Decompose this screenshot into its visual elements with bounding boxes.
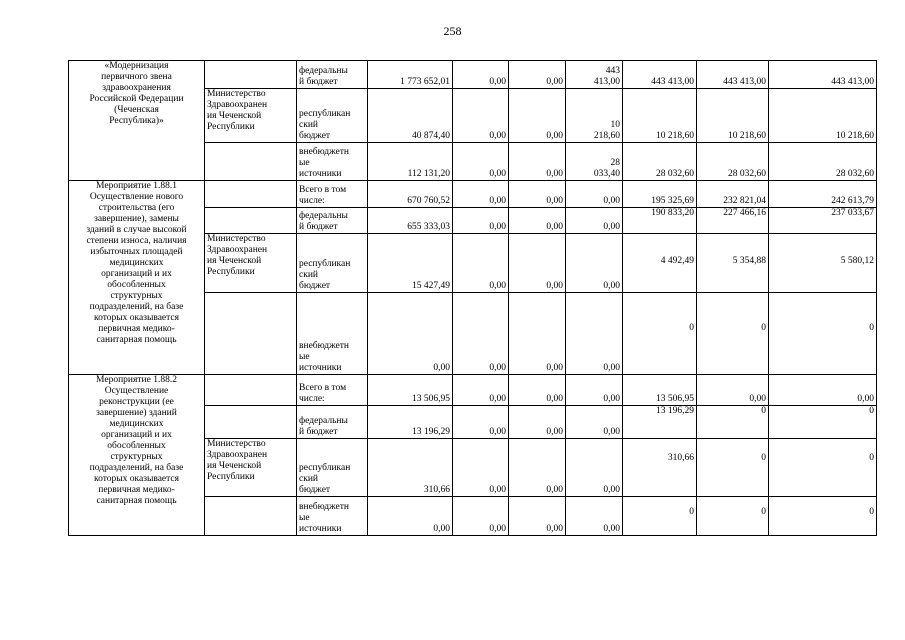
funding-source-cell: федеральны й бюджет <box>297 208 368 234</box>
value-total-cell: 670 760,52 <box>368 181 453 208</box>
value-cell: 0,00 <box>566 439 623 497</box>
funding-source-cell: внебюджетн ые источники <box>297 293 368 375</box>
value-cell: 5 580,12 <box>769 234 877 293</box>
table-row <box>69 181 877 208</box>
executor-cell-empty <box>205 406 297 439</box>
value-cell: 0,00 <box>509 208 566 234</box>
value-cell: 443 413,00 <box>623 61 697 89</box>
value-total-cell: 40 874,40 <box>368 89 453 143</box>
value-cell: 5 354,88 <box>697 234 769 293</box>
value-cell: 0,00 <box>566 375 623 406</box>
value-total-cell: 15 427,49 <box>368 234 453 293</box>
value-cell: 0 <box>697 439 769 497</box>
value-cell: 0 <box>769 439 877 497</box>
funding-source-cell: внебюджетн ые источники <box>297 497 368 536</box>
value-cell: 10 218,60 <box>566 89 623 143</box>
value-cell: 0 <box>623 293 697 375</box>
value-cell: 310,66 <box>623 439 697 497</box>
value-cell: 227 466,16 <box>697 208 769 234</box>
value-total-cell: 0,00 <box>368 293 453 375</box>
funding-source-cell: федеральны й бюджет <box>297 406 368 439</box>
value-cell: 0,00 <box>453 439 509 497</box>
value-cell: 0 <box>697 406 769 439</box>
value-cell: 13 196,29 <box>623 406 697 439</box>
value-total-cell: 13 196,29 <box>368 406 453 439</box>
measure-name-cell: Мероприятие 1.88.2 Осуществление реконструкции (ее завершение) зданий медицинских организаций и их обособленных структурных подразделений, на базе которых оказывается первичная медико- санитарная помощь <box>69 375 205 536</box>
value-cell: 443 413,00 <box>697 61 769 89</box>
value-total-cell: 655 333,03 <box>368 208 453 234</box>
page-number: 258 <box>443 24 462 38</box>
value-cell: 242 613,79 <box>769 181 877 208</box>
funding-source-cell: Всего в том числе: <box>297 375 368 406</box>
funding-source-cell: республикан ский бюджет <box>297 439 368 497</box>
value-cell: 443 413,00 <box>566 61 623 89</box>
value-cell: 0,00 <box>566 406 623 439</box>
value-cell: 0,00 <box>697 375 769 406</box>
value-cell: 10 218,60 <box>623 89 697 143</box>
table-row <box>69 61 877 89</box>
measure-name-cell: Мероприятие 1.88.1 Осуществление нового строительства (его завершение), замены зданий в случае высокой степени износа, наличия избыточных площадей медицинских организаций и их обособленных структурных подразделений, на базе которых оказывается первичная медико- санитарная помощь <box>69 181 205 375</box>
value-cell: 0,00 <box>566 181 623 208</box>
value-cell: 0,00 <box>509 61 566 89</box>
executor-cell-empty <box>205 181 297 208</box>
value-cell: 10 218,60 <box>769 89 877 143</box>
value-cell: 0,00 <box>566 208 623 234</box>
value-cell: 0,00 <box>453 293 509 375</box>
value-cell: 232 821,04 <box>697 181 769 208</box>
value-cell: 0,00 <box>453 61 509 89</box>
value-cell: 195 325,69 <box>623 181 697 208</box>
value-cell: 0,00 <box>453 234 509 293</box>
measure-name-cell: «Модернизация первичного звена здравоохранения Российской Федерации (Чеченская Республика)» <box>69 61 205 181</box>
executor-cell: Министерство Здравоохранен ия Чеченской Республики <box>205 234 297 293</box>
value-cell: 0 <box>697 497 769 536</box>
value-cell: 0,00 <box>509 143 566 181</box>
value-cell: 10 218,60 <box>697 89 769 143</box>
table-row <box>69 375 877 406</box>
value-total-cell: 1 773 652,01 <box>368 61 453 89</box>
value-cell: 0 <box>623 497 697 536</box>
funding-source-cell: республикан ский бюджет <box>297 89 368 143</box>
executor-cell-empty <box>205 143 297 181</box>
value-cell: 0 <box>769 293 877 375</box>
budget-table <box>68 60 877 536</box>
value-cell: 0,00 <box>509 234 566 293</box>
value-cell: 28 032,60 <box>769 143 877 181</box>
executor-cell-empty <box>205 61 297 89</box>
funding-source-cell: внебюджетн ые источники <box>297 143 368 181</box>
value-cell: 0,00 <box>566 497 623 536</box>
value-cell: 0,00 <box>509 375 566 406</box>
executor-cell-empty <box>205 293 297 375</box>
value-cell: 0,00 <box>566 293 623 375</box>
value-cell: 237 033,67 <box>769 208 877 234</box>
value-cell: 13 506,95 <box>623 375 697 406</box>
value-cell: 0,00 <box>453 406 509 439</box>
value-cell: 0,00 <box>566 234 623 293</box>
value-cell: 0,00 <box>509 181 566 208</box>
value-cell: 0,00 <box>453 375 509 406</box>
value-cell: 190 833,20 <box>623 208 697 234</box>
value-total-cell: 112 131,20 <box>368 143 453 181</box>
executor-cell-empty <box>205 208 297 234</box>
funding-source-cell: республикан ский бюджет <box>297 234 368 293</box>
value-total-cell: 0,00 <box>368 497 453 536</box>
value-cell: 0 <box>697 293 769 375</box>
value-cell: 0,00 <box>509 497 566 536</box>
value-cell: 0,00 <box>509 293 566 375</box>
value-total-cell: 310,66 <box>368 439 453 497</box>
value-cell: 0,00 <box>453 208 509 234</box>
value-cell: 28 033,40 <box>566 143 623 181</box>
value-cell: 0,00 <box>769 375 877 406</box>
executor-cell: Министерство Здравоохранен ия Чеченской Республики <box>205 89 297 143</box>
value-cell: 0 <box>769 406 877 439</box>
value-cell: 0,00 <box>509 439 566 497</box>
value-cell: 0,00 <box>453 497 509 536</box>
value-cell: 0 <box>769 497 877 536</box>
funding-source-cell: Всего в том числе: <box>297 181 368 208</box>
value-cell: 0,00 <box>509 89 566 143</box>
executor-cell-empty <box>205 497 297 536</box>
value-cell: 443 413,00 <box>769 61 877 89</box>
value-cell: 0,00 <box>453 89 509 143</box>
executor-cell: Министерство Здравоохранен ия Чеченской Республики <box>205 439 297 497</box>
executor-cell-empty <box>205 375 297 406</box>
value-cell: 0,00 <box>509 406 566 439</box>
value-cell: 28 032,60 <box>697 143 769 181</box>
value-total-cell: 13 506,95 <box>368 375 453 406</box>
value-cell: 0,00 <box>453 143 509 181</box>
funding-source-cell: федеральны й бюджет <box>297 61 368 89</box>
value-cell: 28 032,60 <box>623 143 697 181</box>
value-cell: 4 492,49 <box>623 234 697 293</box>
value-cell: 0,00 <box>453 181 509 208</box>
